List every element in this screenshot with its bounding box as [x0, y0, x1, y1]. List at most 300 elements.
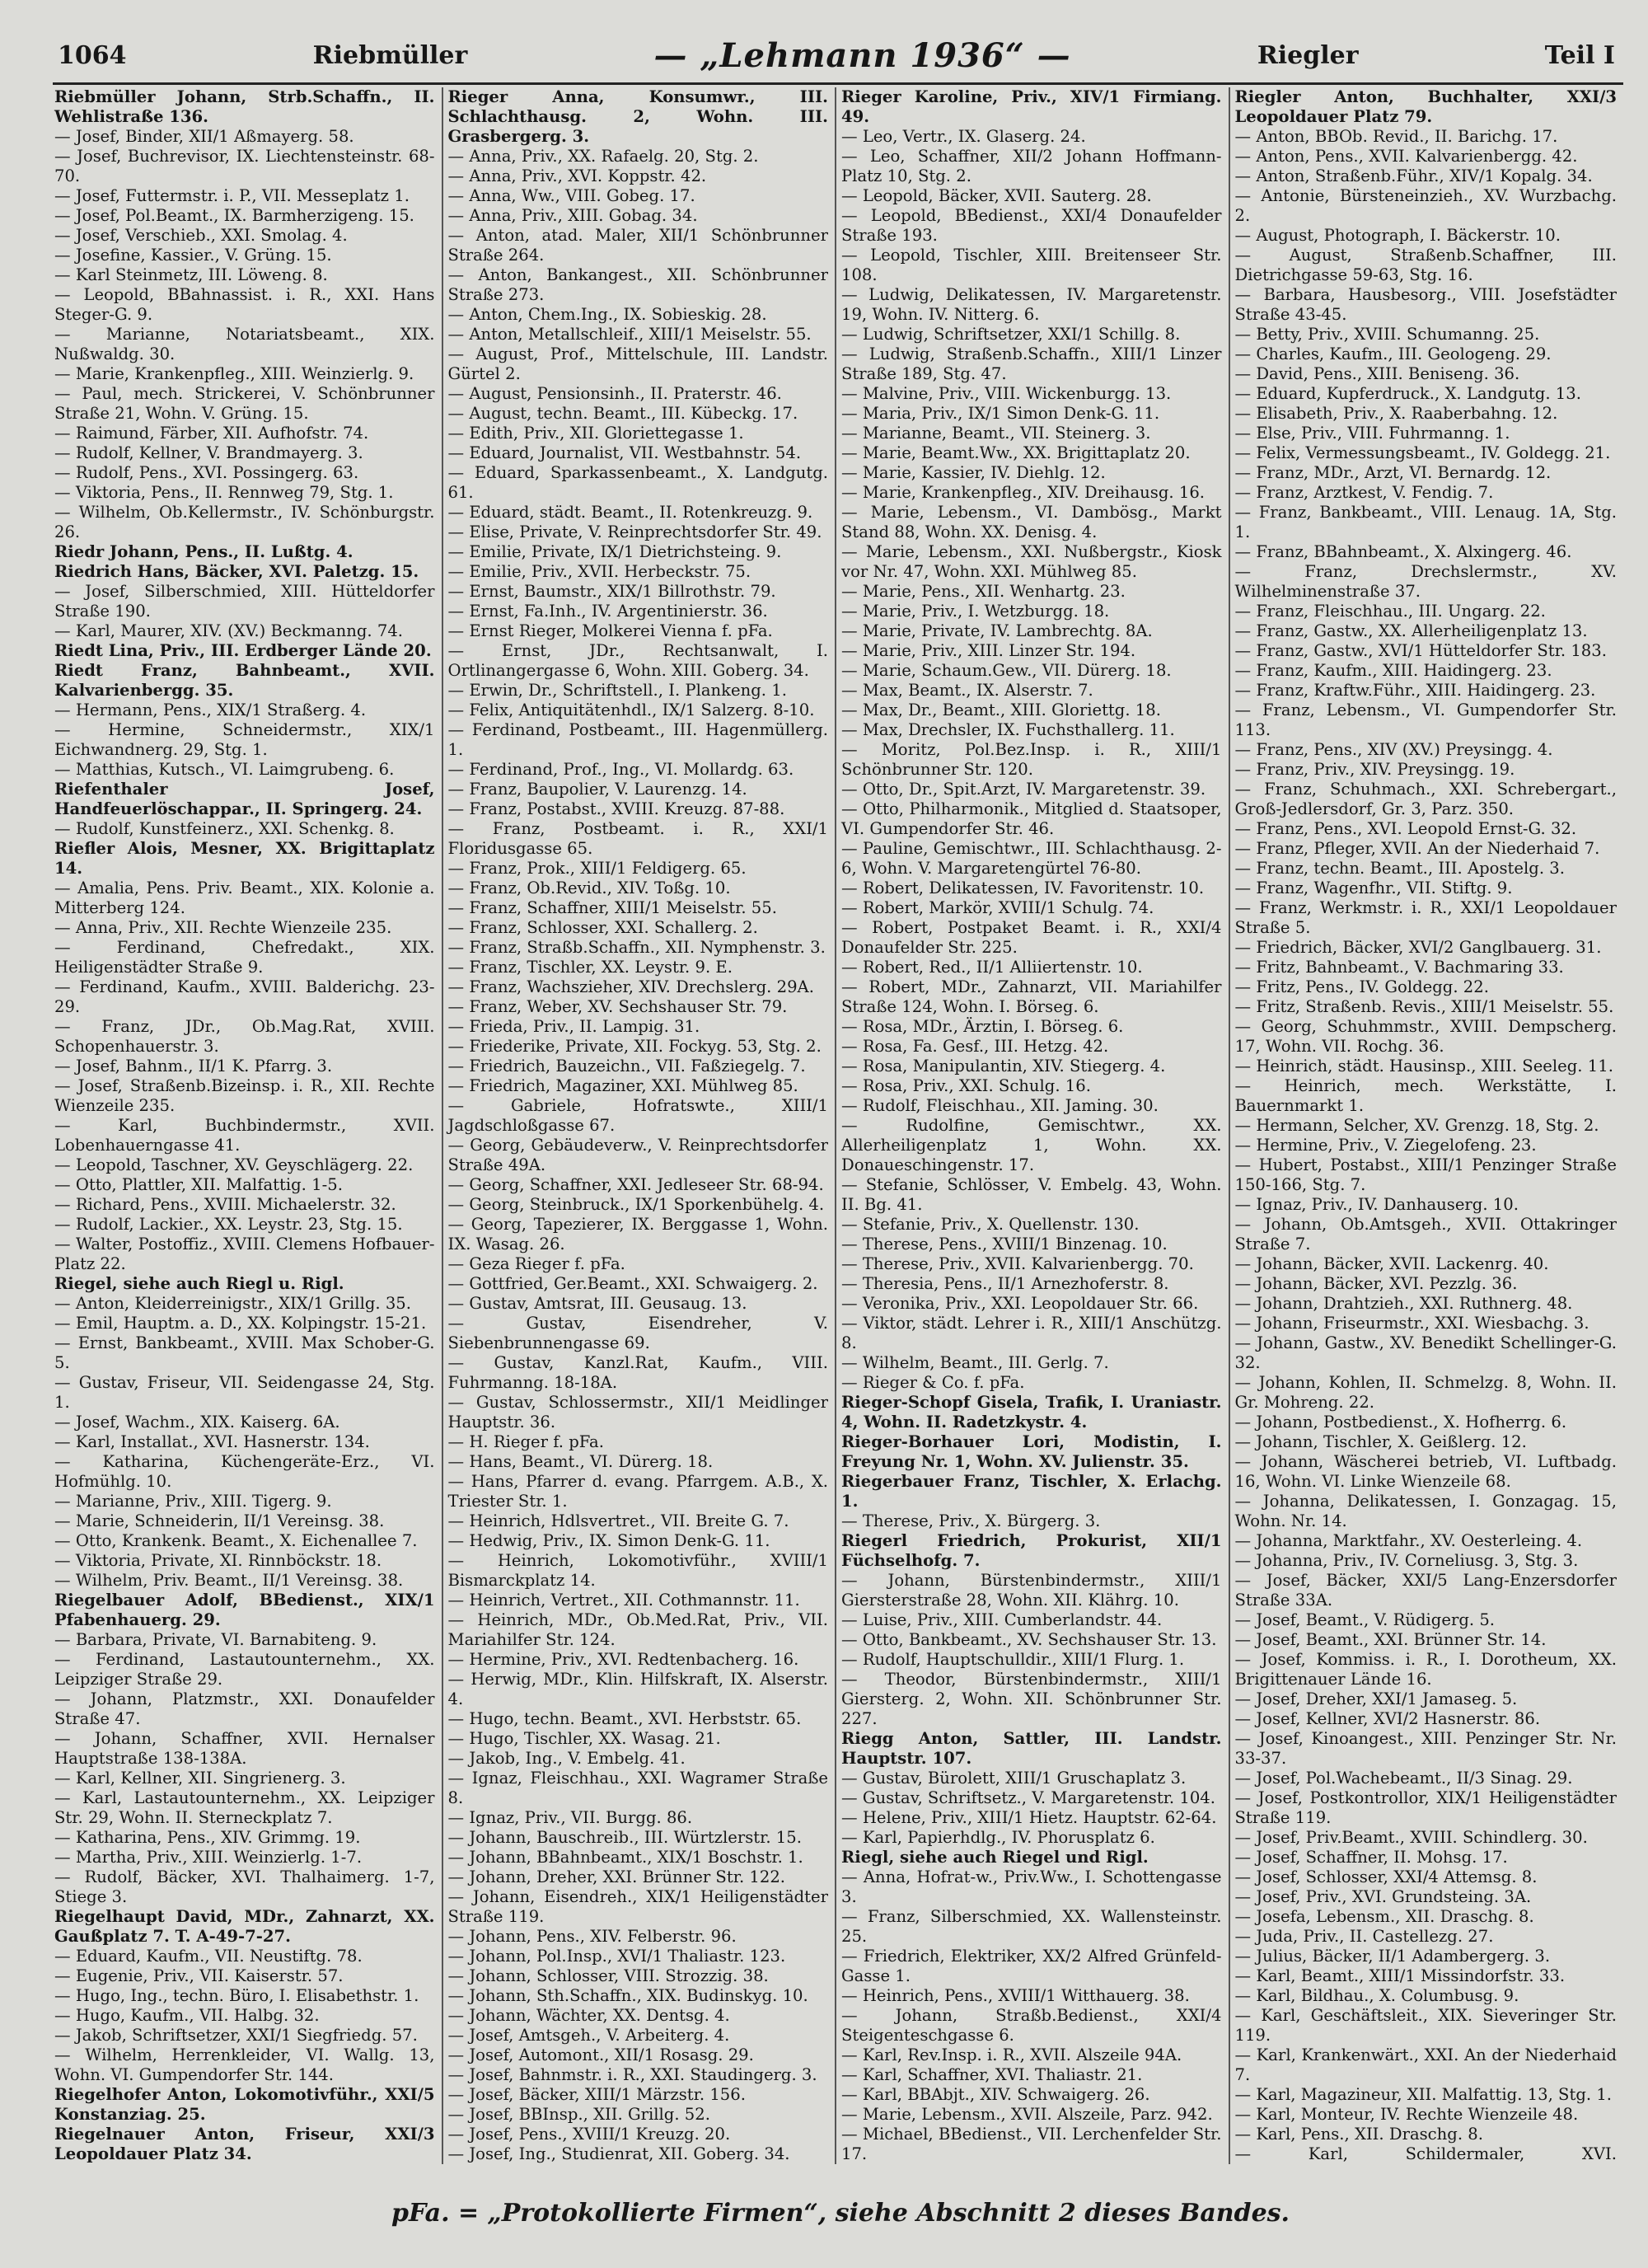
directory-entry: — Franz, Pens., XVI. Leopold Ernst-G. 32. — [1234, 819, 1577, 838]
directory-entry: — Antonie, Bürsteneinzieh., XV. Wurzbachg. 2. — [1234, 186, 1617, 225]
directory-entry: — Wilhelm, Beamt., III. Gerlg. 7. — [841, 1353, 1109, 1372]
directory-entry: Riegelhaupt David, MDr., Zahnarzt, XX. Gaußplatz 7. T. A-49-7-27. — [54, 1907, 435, 1946]
directory-entry: — Eduard, Journalist, VII. Westbahnstr. 54. — [447, 443, 802, 462]
directory-entry: — Anton, atad. Maler, XII/1 Schönbrunner Straße 264. — [447, 226, 828, 265]
directory-entry: — Josef, Beamt., XXI. Brünner Str. 14. — [1234, 1630, 1547, 1649]
directory-entry: — Franz, Baupolier, V. Laurenzg. 14. — [447, 780, 747, 799]
entries-columns — [49, 87, 1623, 2164]
directory-entry: Riedr Johann, Pens., II. Lußtg. 4. — [54, 542, 353, 561]
directory-entry: — Anton, Straßenb.Führ., XIV/1 Kopalg. 34. — [1234, 166, 1593, 185]
directory-entry: — Anton, Metallschleif., XIII/1 Meiselstr. 55. — [447, 325, 812, 344]
directory-entry: — Gustav, Kanzl.Rat, Kaufm., VIII. Fuhrmanng. 18-18A. — [447, 1353, 828, 1392]
directory-entry: — Walter, Postoffiz., XVIII. Clemens Hofbauer-Platz 22. — [54, 1235, 435, 1273]
directory-entry: — Josef, Kommiss. i. R., I. Dorotheum, XX. Brigittenauer Lände 16. — [1234, 1650, 1617, 1689]
directory-entry: — Josefine, Kassier., V. Grüng. 15. — [54, 246, 332, 265]
directory-entry: — Johann, BBahnbeamt., XIX/1 Boschstr. 1. — [447, 1848, 803, 1867]
directory-entry: — Rosa, Priv., XXI. Schulg. 16. — [841, 1076, 1091, 1095]
column-2 — [443, 87, 837, 2164]
directory-entry: — Karl, Papierhdlg., IV. Phorusplatz 6. — [841, 1828, 1155, 1847]
directory-entry: — Anton, Bankangest., XII. Schönbrunner Straße 273. — [447, 265, 828, 304]
column-1 — [49, 87, 443, 2164]
directory-entry: — Hans, Pfarrer d. evang. Pfarrgem. A.B., X. Triester Str. 1. — [447, 1472, 828, 1511]
directory-entry: Rieger-Schopf Gisela, Trafik, I. Uraniastr. 4, Wohn. II. Radetzkystr. 4. — [841, 1393, 1222, 1432]
directory-entry: — Karl, Schaffner, XVI. Thaliastr. 21. — [841, 2065, 1143, 2084]
directory-entry: Riegler Anton, Buchhalter, XXI/3 Leopoldauer Platz 79. — [1234, 87, 1617, 126]
directory-entry: — Johanna, Priv., IV. Corneliusg. 3, Stg. 3. — [1234, 1551, 1579, 1570]
directory-entry: Riedt Franz, Bahnbeamt., XVII. Kalvarienbergg. 35. — [54, 661, 435, 700]
directory-entry: Riefler Alois, Mesner, XX. Brigittaplatz 14. — [54, 839, 435, 878]
directory-entry: — Heinrich, MDr., Ob.Med.Rat, Priv., VII. Mariahilfer Str. 124. — [447, 1610, 828, 1649]
directory-entry: — Ferdinand, Postbeamt., III. Hagenmüllerg. 1. — [447, 720, 828, 759]
directory-entry: — Johann, Ob.Amtsgeh., XVII. Ottakringer Straße 7. — [1234, 1215, 1617, 1253]
directory-entry: — Franz, Werkmstr. i. R., XXI/1 Leopoldauer Straße 5. — [1234, 898, 1617, 937]
directory-entry: — Franz, Ob.Revid., XIV. Toßg. 10. — [447, 879, 731, 897]
directory-entry: — H. Rieger f. pFa. — [447, 1432, 604, 1451]
directory-entry: — Hubert, Postabst., XIII/1 Penzinger Straße 150-166, Stg. 7. — [1234, 1155, 1617, 1194]
directory-entry: — Josef, Kinoangest., XIII. Penzinger Str. Nr. 33-37. — [1234, 1729, 1617, 1768]
directory-entry: — Rosa, Manipulantin, XIV. Stiegerg. 4. — [841, 1057, 1166, 1075]
directory-entry: — Karl, Rev.Insp. i. R., XVII. Alszeile 94A. — [841, 2045, 1182, 2064]
directory-entry: — Friedrich, Elektriker, XX/2 Alfred Grünfeld-Gasse 1. — [841, 1947, 1222, 1985]
directory-entry: — August, Pensionsinh., II. Praterstr. 46. — [447, 384, 782, 403]
directory-entry: — Frieda, Priv., II. Lampig. 31. — [447, 1017, 700, 1036]
directory-entry: — Ignaz, Priv., VII. Burgg. 86. — [447, 1808, 693, 1827]
directory-entry: — Hermine, Priv., XVI. Redtenbacherg. 16. — [447, 1650, 799, 1669]
directory-entry: — Ignaz, Priv., IV. Danhauserg. 10. — [1234, 1195, 1519, 1214]
directory-entry: — Ignaz, Fleischhau., XXI. Wagramer Straße 8. — [447, 1769, 828, 1807]
directory-entry: — Johann, Pens., XIV. Felberstr. 96. — [447, 1927, 737, 1946]
directory-entry: Riegl, siehe auch Riegel und Rigl. — [841, 1848, 1149, 1867]
directory-entry: — Johann, Pol.Insp., XVI/1 Thaliastr. 123. — [447, 1947, 786, 1966]
directory-entry: — Eduard, Kupferdruck., X. Landgutg. 13. — [1234, 384, 1581, 403]
directory-entry: — Johann, Bäcker, XVI. Pezzlg. 36. — [1234, 1274, 1518, 1293]
directory-entry: — Josefa, Lebensm., XII. Draschg. 8. — [1234, 1907, 1534, 1926]
directory-entry: — Johann, Kohlen, II. Schmelzg. 8, Wohn. II. Gr. Mohreng. 22. — [1234, 1373, 1617, 1412]
directory-entry: — Marie, Priv., I. Wetzburgg. 18. — [841, 602, 1110, 621]
directory-entry: — Marie, Private, IV. Lambrechtg. 8A. — [841, 621, 1153, 640]
directory-entry: — Josef, Futtermstr. i. P., VII. Messeplatz 1. — [54, 186, 410, 205]
directory-entry: — Ernst, Baumstr., XIX/1 Billrothstr. 79. — [447, 582, 776, 601]
directory-entry: — Hedwig, Priv., IX. Simon Denk-G. 11. — [447, 1531, 770, 1550]
directory-entry: — Heinrich, Pens., XVIII/1 Witthauerg. 38. — [841, 1986, 1190, 2005]
column-4 — [1230, 87, 1624, 2164]
part-label: Teil I — [1544, 40, 1615, 70]
directory-entry: — Franz, Schaffner, XIII/1 Meiselstr. 55. — [447, 898, 777, 917]
column-3 — [836, 87, 1230, 2164]
directory-entry: — Leopold, BBahnassist. i. R., XXI. Hans Steger-G. 9. — [54, 285, 435, 324]
directory-entry: Rieger-Borhauer Lori, Modistin, I. Freyung Nr. 1, Wohn. XV. Julienstr. 35. — [841, 1432, 1222, 1471]
directory-entry: — Julius, Bäcker, II/1 Adambergerg. 3. — [1234, 1947, 1551, 1966]
directory-entry: Riedrich Hans, Bäcker, XVI. Paletzg. 15. — [54, 562, 419, 581]
directory-entry: — Franz, Lebensm., VI. Gumpendorfer Str. 113. — [1234, 701, 1617, 739]
directory-entry: — Friederike, Private, XII. Fockyg. 53, Stg. 2. — [447, 1037, 822, 1056]
directory-entry: — Heinrich, Vertret., XII. Cothmannstr. 11. — [447, 1591, 800, 1610]
directory-entry: — Gustav, Friseur, VII. Seidengasse 24, Stg. 1. — [54, 1373, 435, 1412]
directory-entry: — Marie, Lebensm., XVII. Alszeile, Parz. 942. — [841, 2105, 1213, 2124]
directory-entry: — Rosa, MDr., Ärztin, I. Börseg. 6. — [841, 1017, 1124, 1036]
directory-entry: — Georg, Schuhmmstr., XVIII. Dempscherg. 17, Wohn. VII. Rochg. 36. — [1234, 1017, 1617, 1056]
directory-entry: — Theodor, Bürstenbindermstr., XIII/1 Giersterg. 2, Wohn. XII. Schönbrunner Str. 227. — [841, 1670, 1222, 1728]
directory-entry: — Josef, Pens., XVIII/1 Kreuzg. 20. — [447, 2125, 731, 2144]
directory-entry: — Fritz, Straßenb. Revis., XIII/1 Meiselstr. 55. — [1234, 997, 1614, 1016]
directory-entry: — Rosa, Fa. Gesf., III. Hetzg. 42. — [841, 1037, 1109, 1056]
directory-entry: — Josef, Pol.Wachebeamt., II/3 Sinag. 29. — [1234, 1769, 1573, 1788]
directory-entry: — Heinrich, mech. Werkstätte, I. Bauernmarkt 1. — [1234, 1076, 1617, 1115]
directory-entry: — Anna, Hofrat-w., Priv.Ww., I. Schottengasse 3. — [841, 1867, 1222, 1906]
directory-entry: — Juda, Priv., II. Castellezg. 27. — [1234, 1927, 1494, 1946]
directory-entry: — Ferdinand, Chefredakt., XIX. Heiligenstädter Straße 9. — [54, 938, 435, 977]
directory-entry: — Josef, Bahnm., II/1 K. Pfarrg. 3. — [54, 1057, 333, 1075]
directory-entry: — Pauline, Gemischtwr., III. Schlachthausg. 2-6, Wohn. V. Margaretengürtel 76-80. — [841, 839, 1222, 878]
directory-entry: — Eduard, Sparkassenbeamt., X. Landgutg. 61. — [447, 463, 828, 502]
directory-entry: — Friedrich, Magaziner, XXI. Mühlweg 85. — [447, 1076, 798, 1095]
directory-entry: — Karl, Lastautounternehm., XX. Leipziger Str. 29, Wohn. II. Sterneckplatz 7. — [54, 1788, 435, 1827]
right-keyword: Riegler — [1257, 40, 1359, 70]
directory-entry: — Georg, Schaffner, XXI. Jedleseer Str. 68-94. — [447, 1175, 824, 1194]
directory-entry: — Erwin, Dr., Schriftstell., I. Plankeng. 1. — [447, 681, 787, 700]
directory-entry: — Anton, BBOb. Revid., II. Barichg. 17. — [1234, 127, 1558, 146]
directory-entry: — Anna, Priv., XIII. Gobag. 34. — [447, 206, 698, 225]
directory-entry: — Franz, Wagenfhr., VII. Stiftg. 9. — [1234, 879, 1513, 897]
directory-entry: — August, Straßenb.Schaffner, III. Dietrichgasse 59-63, Stg. 16. — [1234, 246, 1617, 284]
directory-entry: — Johann, Tischler, X. Geißlerg. 12. — [1234, 1432, 1527, 1451]
directory-entry: — Katharina, Küchengeräte-Erz., VI. Hofmühlg. 10. — [54, 1452, 435, 1491]
directory-entry: — Barbara, Hausbesorg., VIII. Josefstädter Straße 43-45. — [1234, 285, 1617, 324]
directory-entry: — Johanna, Delikatessen, I. Gonzagag. 15, Wohn. Nr. 14. — [1234, 1492, 1617, 1530]
directory-entry: — Marianne, Notariatsbeamt., XIX. Nußwaldg. 30. — [54, 325, 435, 363]
directory-entry: — Josef, Schlosser, XXI/4 Attemsg. 8. — [1234, 1867, 1538, 1886]
directory-entry: Riegelbauer Adolf, BBedienst., XIX/1 Pfabenhauerg. 29. — [54, 1591, 435, 1629]
directory-entry: Riegelhofer Anton, Lokomotivführ., XXI/5 Konstanziag. 25. — [54, 2085, 435, 2124]
directory-entry: — Robert, MDr., Zahnarzt, VII. Mariahilfer Straße 124, Wohn. I. Börseg. 6. — [841, 977, 1222, 1016]
directory-entry: — Marie, Schneiderin, II/1 Vereinsg. 38. — [54, 1511, 385, 1530]
directory-entry: — Georg, Steinbruck., IX/1 Sporkenbühelg. 4. — [447, 1195, 825, 1214]
directory-entry: — Rudolfine, Gemischtwr., XX. Allerheiligenplatz 1, Wohn. XX. Donaueschingenstr. 17. — [841, 1116, 1222, 1174]
directory-entry: — Johann, Bürstenbindermstr., XIII/1 Giersterstraße 28, Wohn. XII. Klährg. 10. — [841, 1571, 1222, 1610]
directory-entry: — Katharina, Pens., XIV. Grimmg. 19. — [54, 1828, 361, 1847]
directory-entry: — Franz, Tischler, XX. Leystr. 9. E. — [447, 958, 733, 977]
directory-entry: — Helene, Priv., XIII/1 Hietz. Hauptstr. 62-64. — [841, 1808, 1217, 1827]
directory-entry: — Emilie, Priv., XVII. Herbeckstr. 75. — [447, 562, 751, 581]
directory-entry: — Elisabeth, Priv., X. Raaberbahng. 12. — [1234, 404, 1558, 423]
directory-entry: — Heinrich, Hdlsvertret., VII. Breite G. 7. — [447, 1511, 789, 1530]
directory-entry: — Stefanie, Schlösser, V. Embelg. 43, Wohn. II. Bg. 41. — [841, 1175, 1222, 1214]
directory-entry: — Heinrich, städt. Hausinsp., XIII. Seeleg. 11. — [1234, 1057, 1613, 1075]
directory-entry: — Eduard, Kaufm., VII. Neustiftg. 78. — [54, 1947, 363, 1966]
directory-entry: — Ludwig, Schriftsetzer, XXI/1 Schillg. 8. — [841, 325, 1181, 344]
directory-entry: — Anna, Priv., XX. Rafaelg. 20, Stg. 2. — [447, 147, 759, 166]
directory-entry: — Leopold, Taschner, XV. Geyschlägerg. 22. — [54, 1155, 414, 1174]
directory-entry: — Emil, Hauptm. a. D., XX. Kolpingstr. 15-21. — [54, 1314, 427, 1333]
page-title: — „Lehmann 1936“ — — [653, 35, 1071, 75]
directory-entry: — Amalia, Pens. Priv. Beamt., XIX. Kolonie a. Mitterberg 124. — [54, 879, 435, 917]
directory-entry: — Moritz, Pol.Bez.Insp. i. R., XIII/1 Schönbrunner Str. 120. — [841, 740, 1222, 779]
directory-entry: — Hermann, Selcher, XV. Grenzg. 18, Stg. 2. — [1234, 1116, 1599, 1135]
directory-entry: — Ludwig, Straßenb.Schaffn., XIII/1 Linzer Straße 189, Stg. 47. — [841, 344, 1222, 383]
directory-entry: — Johanna, Marktfahr., XV. Oesterleing. 4. — [1234, 1531, 1583, 1550]
directory-entry: — Josef, Automont., XII/1 Rosasg. 29. — [447, 2045, 754, 2064]
directory-entry: — Ludwig, Delikatessen, IV. Margaretenstr. 19, Wohn. IV. Nitterg. 6. — [841, 285, 1222, 324]
directory-entry: — Marie, Priv., XIII. Linzer Str. 194. — [841, 641, 1136, 660]
directory-entry: — Fritz, Bahnbeamt., V. Bachmaring 33. — [1234, 958, 1564, 977]
directory-entry: Riegel, siehe auch Riegl u. Rigl. — [54, 1274, 344, 1293]
directory-entry: — Josef, Buchrevisor, IX. Liechtensteinstr. 68-70. — [54, 147, 435, 185]
directory-entry: — Marianne, Priv., XIII. Tigerg. 9. — [54, 1492, 332, 1511]
directory-entry: — Betty, Priv., XVIII. Schumanng. 25. — [1234, 325, 1540, 344]
directory-entry: — Ferdinand, Prof., Ing., VI. Mollardg. 63. — [447, 760, 794, 779]
directory-entry: — Therese, Priv., X. Bürgerg. 3. — [841, 1511, 1101, 1530]
directory-entry: — Anton, Pens., XVII. Kalvarienbergg. 42. — [1234, 147, 1578, 166]
directory-entry: — Josef, BBInsp., XII. Grillg. 52. — [447, 2105, 710, 2124]
left-keyword: Riebmüller — [312, 40, 468, 70]
directory-entry: — Raimund, Färber, XII. Aufhofstr. 74. — [54, 424, 369, 443]
directory-entry: — Michael, BBedienst., VII. Lerchenfelder Str. 17. — [841, 2125, 1222, 2163]
directory-entry: — Herwig, MDr., Klin. Hilfskraft, IX. Alserstr. 4. — [447, 1670, 828, 1708]
directory-entry: — Johann, Sth.Schaffn., XIX. Budinskyg. 10. — [447, 1986, 808, 2005]
directory-entry: — Gustav, Bürolett, XIII/1 Gruschaplatz 3. — [841, 1769, 1187, 1788]
directory-entry: — Gustav, Schlossermstr., XII/1 Meidlinger Hauptstr. 36. — [447, 1393, 828, 1432]
directory-entry: — Franz, Straßb.Schaffn., XII. Nymphenstr. 3. — [447, 938, 826, 957]
directory-entry: — Therese, Pens., XVIII/1 Binzenag. 10. — [841, 1235, 1168, 1253]
directory-entry: — Otto, Plattler, XII. Malfattig. 1-5. — [54, 1175, 343, 1194]
directory-entry: — Franz, Gastw., XX. Allerheiligenplatz 13. — [1234, 621, 1588, 640]
directory-entry: — Hermann, Pens., XIX/1 Straßerg. 4. — [54, 701, 367, 719]
directory-entry: — Viktoria, Pens., II. Rennweg 79, Stg. 1. — [54, 483, 394, 502]
directory-entry: — Johann, Friseurmstr., XXI. Wiesbachg. 3. — [1234, 1314, 1589, 1333]
directory-entry: — Ferdinand, Kaufm., XVIII. Balderichg. 23-29. — [54, 977, 435, 1016]
directory-entry: — Josef, Ing., Studienrat, XII. Goberg. 34. — [447, 2144, 790, 2163]
directory-entry: — Felix, Antiquitätenhdl., IX/1 Salzerg. 8-10. — [447, 701, 815, 719]
directory-entry: — Karl, Kellner, XII. Singrienerg. 3. — [54, 1769, 346, 1788]
directory-entry: Riegelnauer Anton, Friseur, XXI/3 Leopoldauer Platz 34. — [54, 2125, 435, 2163]
directory-entry: — Franz, BBahnbeamt., X. Alxingerg. 46. — [1234, 542, 1572, 561]
directory-entry: — Josef, Pol.Beamt., IX. Barmherzigeng. 15. — [54, 206, 414, 225]
directory-entry: — Franz, Postabst., XVIII. Kreuzg. 87-88. — [447, 799, 785, 818]
directory-entry: — Robert, Markör, XVIII/1 Schulg. 74. — [841, 898, 1154, 917]
directory-entry: — Hugo, Kaufm., VII. Halbg. 32. — [54, 2006, 320, 2025]
directory-entry: — Josef, Dreher, XXI/1 Jamaseg. 5. — [1234, 1689, 1518, 1708]
directory-entry: — Johann, Wächter, XX. Dentsg. 4. — [447, 2006, 730, 2025]
directory-entry: — Rudolf, Lackier., XX. Leystr. 23, Stg. 15. — [54, 1215, 403, 1234]
directory-entry: — Robert, Postpaket Beamt. i. R., XXI/4 Donaufelder Str. 225. — [841, 918, 1222, 957]
directory-entry: — Josef, Wachm., XIX. Kaiserg. 6A. — [54, 1413, 340, 1432]
directory-entry: — Franz, Schlosser, XXI. Schallerg. 2. — [447, 918, 758, 937]
directory-entry: — Ferdinand, Lastautounternehm., XX. Leipziger Straße 29. — [54, 1650, 435, 1689]
directory-entry: — Johann, Drahtzieh., XXI. Ruthnerg. 48. — [1234, 1294, 1573, 1313]
directory-entry: — Franz, Postbeamt. i. R., XXI/1 Floridusgasse 65. — [447, 819, 828, 858]
directory-entry: — Karl, Monteur, IV. Rechte Wienzeile 48. — [1234, 2105, 1579, 2124]
directory-entry: — Anna, Priv., XII. Rechte Wienzeile 235. — [54, 918, 392, 937]
directory-entry: — Hermine, Priv., V. Ziegelofeng. 23. — [1234, 1136, 1537, 1155]
directory-entry: — Josef, Bäcker, XXI/5 Lang-Enzersdorfer Straße 33A. — [1234, 1571, 1617, 1610]
directory-entry: — Josef, Priv., XVI. Grundsteing. 3A. — [1234, 1887, 1532, 1906]
directory-entry: — Marie, Pens., XII. Wenhartg. 23. — [841, 582, 1126, 601]
directory-entry: — Theresia, Pens., II/1 Arnezhoferstr. 8. — [841, 1274, 1169, 1293]
directory-entry: Rieger Karoline, Priv., XIV/1 Firmiang. 49. — [841, 87, 1222, 126]
directory-entry: — August, Prof., Mittelschule, III. Landstr. Gürtel 2. — [447, 344, 828, 383]
directory-entry: — Karl, BBAbjt., XIV. Schwaigerg. 26. — [841, 2085, 1150, 2104]
directory-entry: — Rudolf, Kellner, V. Brandmayerg. 3. — [54, 443, 363, 462]
directory-entry: — Rudolf, Hauptschulldir., XIII/1 Flurg. 1. — [841, 1650, 1185, 1669]
directory-entry: — Josef, Bäcker, XIII/1 Märzstr. 156. — [447, 2085, 746, 2104]
directory-entry: Riedt Lina, Priv., III. Erdberger Lände 20. — [54, 641, 432, 660]
directory-entry: — Ernst, Fa.Inh., IV. Argentinierstr. 36. — [447, 602, 768, 621]
directory-entry: — Ernst Rieger, Molkerei Vienna f. pFa. — [447, 621, 773, 640]
header-rule — [53, 82, 1623, 85]
directory-entry: — Anna, Ww., VIII. Gobeg. 17. — [447, 186, 695, 205]
directory-entry: — Franz, Priv., XIV. Preysingg. 19. — [1234, 760, 1515, 779]
directory-entry: — Franz, Kaufm., XIII. Haidingerg. 23. — [1234, 661, 1552, 680]
directory-entry: — Josef, Silberschmied, XIII. Hütteldorfer Straße 190. — [54, 582, 435, 621]
directory-entry: — Marie, Beamt.Ww., XX. Brigittaplatz 20. — [841, 443, 1191, 462]
directory-entry: — Jakob, Schriftsetzer, XXI/1 Siegfriedg. 57. — [54, 2026, 418, 2045]
directory-entry: — Josef, Amtsgeh., V. Arbeiterg. 4. — [447, 2026, 730, 2045]
directory-entry: — Ernst, JDr., Rechtsanwalt, I. Ortlinangergasse 6, Wohn. XIII. Goberg. 34. — [447, 641, 828, 680]
directory-entry: — Felix, Vermessungsbeamt., IV. Goldegg. 21. — [1234, 443, 1611, 462]
directory-entry: — Karl, Buchbindermstr., XVII. Lobenhauerngasse 41. — [54, 1116, 435, 1155]
directory-entry: Riegerbauer Franz, Tischler, X. Erlachg. 1. — [841, 1472, 1222, 1511]
directory-entry: — Charles, Kaufm., III. Geologeng. 29. — [1234, 344, 1552, 363]
directory-entry: — Stefanie, Priv., X. Quellenstr. 130. — [841, 1215, 1140, 1234]
directory-entry: — Josef, Priv.Beamt., XVIII. Schindlerg. 30. — [1234, 1828, 1588, 1847]
directory-entry: — Max, Dr., Beamt., XIII. Gloriettg. 18. — [841, 701, 1161, 719]
directory-entry: — Georg, Gebäudeverw., V. Reinprechtsdorfer Straße 49A. — [447, 1136, 828, 1174]
directory-entry: — Josef, Beamt., V. Rüdigerg. 5. — [1234, 1610, 1496, 1629]
directory-entry: — Josef, Postkontrollor, XIX/1 Heiligenstädter Straße 119. — [1234, 1788, 1617, 1827]
directory-entry: — August, Photograph, I. Bäckerstr. 10. — [1234, 226, 1561, 245]
directory-entry: — Anton, Chem.Ing., IX. Sobieskig. 28. — [447, 305, 767, 324]
directory-entry: — Josef, Binder, XII/1 Aßmayerg. 58. — [54, 127, 354, 146]
directory-entry: — Franz, Pens., XIV (XV.) Preysingg. 4. — [1234, 740, 1553, 759]
directory-entry: — Rieger & Co. f. pFa. — [841, 1373, 1025, 1392]
directory-entry: — Fritz, Pens., IV. Goldegg. 22. — [1234, 977, 1489, 996]
page-header — [58, 31, 1615, 79]
directory-entry: — Johann, Wäscherei betrieb, VI. Luftbadg. 16, Wohn. VI. Linke Wienzeile 68. — [1234, 1452, 1617, 1491]
directory-entry: — Maria, Priv., IX/1 Simon Denk-G. 11. — [841, 404, 1160, 423]
directory-entry: — Geza Rieger f. pFa. — [447, 1254, 625, 1273]
directory-entry: — Rudolf, Fleischhau., XII. Jaming. 30. — [841, 1096, 1159, 1115]
directory-entry: — Anna, Priv., XVI. Koppstr. 42. — [447, 166, 707, 185]
directory-entry: — Josef, Verschieb., XXI. Smolag. 4. — [54, 226, 348, 245]
directory-entry: Riebmüller Johann, Strb.Schaffn., II. Wehlistraße 136. — [54, 87, 435, 126]
directory-entry: — Otto, Bankbeamt., XV. Sechshauser Str. 13. — [841, 1630, 1217, 1649]
directory-entry: — Franz, Gastw., XVI/1 Hütteldorfer Str. 183. — [1234, 641, 1607, 660]
directory-entry: — Johann, Straßb.Bedienst., XXI/4 Steigenteschgasse 6. — [841, 2006, 1222, 2045]
directory-entry: Riefenthaler Josef, Handfeuerlöschappar., II. Springerg. 24. — [54, 780, 435, 818]
directory-entry: — Franz, Bankbeamt., VIII. Lenaug. 1A, Stg. 1. — [1234, 503, 1617, 541]
directory-entry: — Franz, Silberschmied, XX. Wallensteinstr. 25. — [841, 1907, 1222, 1946]
directory-entry: — Marianne, Beamt., VII. Steinerg. 3. — [841, 424, 1151, 443]
directory-entry: — Hans, Beamt., VI. Dürerg. 18. — [447, 1452, 714, 1471]
directory-entry: — Karl, Magazineur, XII. Malfattig. 13, Stg. 1. — [1234, 2085, 1613, 2104]
directory-entry: — Karl, Maurer, XIV. (XV.) Beckmanng. 74. — [54, 621, 404, 640]
directory-entry: — Johann, Schlosser, VIII. Strozzig. 38. — [447, 1966, 769, 1985]
directory-entry: — Hugo, Tischler, XX. Wasag. 21. — [447, 1729, 721, 1748]
directory-entry: — Karl, Installat., XVI. Hasnerstr. 134. — [54, 1432, 370, 1451]
directory-entry: — Max, Beamt., IX. Alserstr. 7. — [841, 681, 1093, 700]
directory-entry: — Franz, MDr., Arzt, VI. Bernardg. 12. — [1234, 463, 1552, 482]
directory-entry: — Therese, Priv., XVII. Kalvarienbergg. 70. — [841, 1254, 1194, 1273]
directory-entry: — Franz, Fleischhau., III. Ungarg. 22. — [1234, 602, 1546, 621]
directory-entry: — Josef, Kellner, XVI/2 Hasnerstr. 86. — [1234, 1709, 1541, 1728]
directory-entry: Rieger Anna, Konsumwr., III. Schlachthausg. 2, Wohn. III. Grasbergerg. 3. — [447, 87, 828, 146]
directory-entry: — Leopold, BBedienst., XXI/4 Donaufelder Straße 193. — [841, 206, 1222, 245]
directory-entry: — Johann, Schaffner, XVII. Hernalser Hauptstraße 138-138A. — [54, 1729, 435, 1768]
directory-entry: — Wilhelm, Herrenkleider, VI. Wallg. 13, Wohn. VI. Gumpendorfer Str. 144. — [54, 2045, 435, 2084]
directory-entry: — Franz, Kraftw.Führ., XIII. Haidingerg. 23. — [1234, 681, 1596, 700]
directory-entry: — Leopold, Bäcker, XVII. Sauterg. 28. — [841, 186, 1152, 205]
directory-entry: — Gustav, Eisendreher, V. Siebenbrunnengasse 69. — [447, 1314, 828, 1352]
directory-entry: — Else, Priv., VIII. Fuhrmanng. 1. — [1234, 424, 1510, 443]
directory-entry: — Barbara, Private, VI. Barnabiteng. 9. — [54, 1630, 377, 1649]
directory-entry: — Josef, Bahnmstr. i. R., XXI. Staudingerg. 3. — [447, 2065, 817, 2084]
directory-entry: — Karl, Bildhau., X. Columbusg. 9. — [1234, 1986, 1519, 2005]
directory-entry: — Rudolf, Kunstfeinerz., XXI. Schenkg. 8. — [54, 819, 395, 838]
directory-entry: — Johann, Bauschreib., III. Würtzlerstr. 15. — [447, 1828, 802, 1847]
directory-entry: — Edith, Priv., XII. Gloriettegasse 1. — [447, 424, 744, 443]
directory-entry: — Gottfried, Ger.Beamt., XXI. Schwaigerg. 2. — [447, 1274, 818, 1293]
directory-entry: — Franz, Wachszieher, XIV. Drechslerg. 29A. — [447, 977, 814, 996]
directory-entry: — Marie, Krankenpfleg., XIII. Weinzierlg. 9. — [54, 364, 414, 383]
directory-entry: — Josef, Schaffner, II. Mohsg. 17. — [1234, 1848, 1508, 1867]
directory-entry: — David, Pens., XIII. Beniseng. 36. — [1234, 364, 1520, 383]
directory-entry: — Karl, Beamt., XIII/1 Missindorfstr. 33. — [1234, 1966, 1566, 1985]
directory-entry: — Luise, Priv., XIII. Cumberlandstr. 44. — [841, 1610, 1163, 1629]
directory-entry: — Georg, Tapezierer, IX. Berggasse 1, Wohn. IX. Wasag. 26. — [447, 1215, 828, 1253]
directory-entry: — Emilie, Private, IX/1 Dietrichsteing. 9. — [447, 542, 782, 561]
directory-entry: — Leopold, Tischler, XIII. Breitenseer Str. 108. — [841, 246, 1222, 284]
directory-entry: — Friedrich, Bauzeichn., VII. Faßziegelg. 7. — [447, 1057, 806, 1075]
directory-entry: Riegg Anton, Sattler, III. Landstr. Hauptstr. 107. — [841, 1729, 1222, 1768]
directory-entry: — Johann, Gastw., XV. Benedikt Schellinger-G. 32. — [1234, 1333, 1617, 1372]
directory-entry: — Karl Steinmetz, III. Löweng. 8. — [54, 265, 328, 284]
directory-entry: — Karl, Pens., XII. Draschg. 8. — [1234, 2125, 1483, 2144]
directory-entry: — Johann, Dreher, XXI. Brünner Str. 122. — [447, 1867, 786, 1886]
directory-entry: — Johann, Platzmstr., XXI. Donaufelder Straße 47. — [54, 1689, 435, 1728]
directory-entry: — Franz, Drechslermstr., XV. Wilhelminenstraße 37. — [1234, 562, 1617, 601]
directory-entry: — Franz, Prok., XIII/1 Feldigerg. 65. — [447, 859, 747, 878]
directory-entry: — Johann, Bäcker, XVII. Lackenrg. 40. — [1234, 1254, 1549, 1273]
directory-entry: — Karl, Schildermaler, XVI. — [1234, 2144, 1617, 2163]
directory-entry: — Gustav, Amtsrat, III. Geusaug. 13. — [447, 1294, 747, 1313]
directory-entry: — Eduard, städt. Beamt., II. Rotenkreuzg. 9. — [447, 503, 813, 522]
directory-entry: — Karl, Krankenwärt., XXI. An der Niederhaid 7. — [1234, 2045, 1617, 2084]
directory-entry: — Marie, Krankenpfleg., XIV. Dreihausg. 16. — [841, 483, 1206, 502]
directory-entry: — Otto, Philharmonik., Mitglied d. Staatsoper, VI. Gumpendorfer Str. 46. — [841, 799, 1222, 838]
directory-entry: — Robert, Delikatessen, IV. Favoritenstr. 10. — [841, 879, 1205, 897]
directory-entry: — Friedrich, Bäcker, XVI/2 Ganglbauerg. 31. — [1234, 938, 1602, 957]
directory-entry: — Gabriele, Hofratswte., XIII/1 Jagdschloßgasse 67. — [447, 1096, 828, 1135]
footer-note: pFa. = „Protokollierte Firmen“, siehe Abschnitt 2 dieses Bandes. — [391, 2199, 1290, 2228]
directory-entry: — Elise, Private, V. Reinprechtsdorfer Str. 49. — [447, 522, 822, 541]
directory-entry: — Marie, Schaum.Gew., VII. Dürerg. 18. — [841, 661, 1172, 680]
directory-entry: — Marie, Kassier, IV. Diehlg. 12. — [841, 463, 1106, 482]
directory-entry: — Franz, JDr., Ob.Mag.Rat, XVIII. Schopenhauerstr. 3. — [54, 1017, 435, 1056]
directory-entry: — Johann, Postbedienst., X. Hofherrg. 6. — [1234, 1413, 1567, 1432]
directory-entry: — Josef, Straßenb.Bizeinsp. i. R., XII. Rechte Wienzeile 235. — [54, 1076, 435, 1115]
directory-entry: — August, techn. Beamt., III. Kübeckg. 17. — [447, 404, 798, 423]
directory-entry: — Hugo, techn. Beamt., XVI. Herbststr. 65. — [447, 1709, 802, 1728]
directory-entry: — Otto, Dr., Spit.Arzt, IV. Margaretenstr. 39. — [841, 780, 1206, 799]
directory-entry: — Max, Drechsler, IX. Fuchsthallerg. 11. — [841, 720, 1175, 739]
directory-entry: — Paul, mech. Strickerei, V. Schönbrunner Straße 21, Wohn. V. Grüng. 15. — [54, 384, 435, 423]
directory-entry: — Gustav, Schriftsetz., V. Margaretenstr. 104. — [841, 1788, 1216, 1807]
directory-entry: — Eugenie, Priv., VII. Kaiserstr. 57. — [54, 1966, 344, 1985]
directory-entry: — Johann, Eisendreh., XIX/1 Heiligenstädter Straße 119. — [447, 1887, 828, 1926]
directory-entry: — Malvine, Priv., VIII. Wickenburgg. 13. — [841, 384, 1172, 403]
directory-entry: — Viktoria, Private, XI. Rinnböckstr. 18. — [54, 1551, 382, 1570]
directory-entry: — Marie, Lebensm., XXI. Nußbergstr., Kiosk vor Nr. 47, Wohn. XXI. Mühlweg 85. — [841, 542, 1222, 581]
